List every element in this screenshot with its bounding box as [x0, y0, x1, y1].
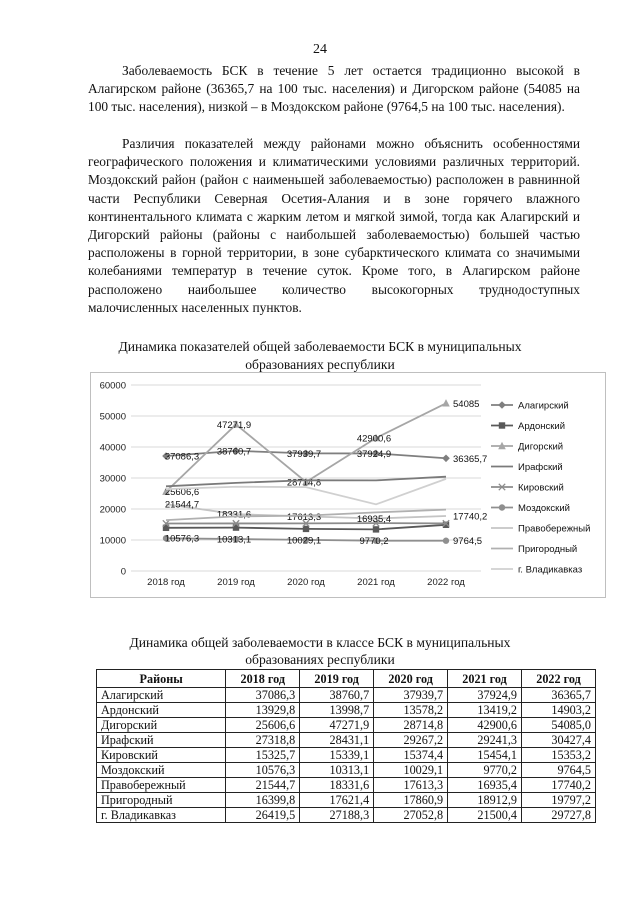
intro-paragraph	[88, 62, 580, 117]
table-row	[97, 793, 596, 808]
y-tick-label: 10000	[99, 535, 126, 547]
data-label: 21544,7	[164, 499, 200, 511]
data-point	[442, 454, 450, 462]
value-cell: 16935,4	[448, 778, 522, 793]
data-label: 28714,8	[286, 477, 322, 489]
value-cell: 10313,1	[300, 763, 374, 778]
legend-label: Правобережный	[518, 523, 591, 535]
data-label: 9764,5	[453, 536, 483, 548]
district-cell: Моздокский	[97, 763, 226, 778]
x-tick-label: 2020 год	[287, 577, 325, 588]
data-label: 16935,4	[356, 514, 392, 526]
value-cell: 37086,3	[226, 688, 300, 703]
line-chart	[90, 372, 606, 598]
table-row	[97, 733, 596, 748]
data-label: 17613,3	[286, 511, 322, 523]
x-tick-label: 2019 год	[217, 577, 255, 588]
legend-label: Ирафский	[518, 462, 563, 473]
value-cell: 15339,1	[300, 748, 374, 763]
x-tick-label: 2022 год	[427, 577, 465, 588]
header-year: 2018 год	[226, 670, 300, 688]
district-cell: Ирафский	[97, 733, 226, 748]
legend-label: г. Владикавказ	[518, 564, 583, 576]
data-label: 10576,3	[164, 533, 200, 545]
table-row	[97, 748, 596, 763]
value-cell: 28714,8	[374, 718, 448, 733]
legend-item	[491, 442, 563, 453]
series-7	[165, 500, 488, 525]
district-cell: Правобережный	[97, 778, 226, 793]
value-cell: 14903,2	[522, 703, 596, 718]
value-cell: 36365,7	[522, 688, 596, 703]
data-point	[498, 401, 506, 409]
data-label: 10029,1	[286, 535, 322, 547]
y-tick-label: 30000	[99, 473, 126, 485]
y-tick-label: 50000	[99, 411, 126, 423]
value-cell: 37939,7	[374, 688, 448, 703]
value-cell: 42900,6	[448, 718, 522, 733]
district-cell: Пригородный	[97, 793, 226, 808]
value-cell: 29241,3	[448, 733, 522, 748]
data-label: 9770,2	[359, 536, 389, 548]
page-number: 24	[313, 42, 327, 57]
value-cell: 13929,8	[226, 703, 300, 718]
chart-svg	[91, 373, 605, 597]
table-header-row	[97, 670, 596, 688]
legend	[491, 401, 590, 576]
data-label: 54085	[453, 398, 480, 410]
data-point	[499, 422, 505, 428]
chart-title-line-2: образованиях республики	[245, 357, 395, 372]
header-year: 2021 год	[448, 670, 522, 688]
morbidity-table	[96, 669, 596, 823]
value-cell: 47271,9	[300, 718, 374, 733]
value-cell: 19797,2	[522, 793, 596, 808]
data-label: 37086,3	[164, 451, 200, 463]
legend-item	[491, 524, 590, 535]
legend-label: Кировский	[518, 482, 564, 494]
data-label: 36365,7	[453, 453, 488, 465]
header-year: 2019 год	[300, 670, 374, 688]
data-label: 10313,1	[216, 534, 252, 546]
legend-item	[491, 462, 563, 473]
data-point	[303, 526, 309, 532]
table-row	[97, 718, 596, 733]
data-label: 38760,7	[216, 446, 252, 458]
header-district: Районы	[97, 670, 226, 688]
legend-item	[491, 544, 577, 555]
legend-item	[491, 503, 570, 514]
table-row	[97, 778, 596, 793]
district-cell: Дигорский	[97, 718, 226, 733]
value-cell: 26419,5	[226, 808, 300, 823]
y-tick-label: 60000	[99, 380, 126, 392]
chart-title-line-1: Динамика показателей общей заболеваемости БСК в муниципальных	[118, 339, 522, 354]
value-cell: 10576,3	[226, 763, 300, 778]
district-cell: Алагирский	[97, 688, 226, 703]
value-cell: 21544,7	[226, 778, 300, 793]
value-cell: 27188,3	[300, 808, 374, 823]
value-cell: 37924,9	[448, 688, 522, 703]
table-title-line-2: образованиях республики	[245, 652, 395, 667]
chart-title	[0, 338, 640, 374]
value-cell: 17740,2	[522, 778, 596, 793]
value-cell: 29727,8	[522, 808, 596, 823]
value-cell: 17621,4	[300, 793, 374, 808]
value-cell: 13578,2	[374, 703, 448, 718]
body-paragraph	[88, 135, 580, 317]
table-row	[97, 763, 596, 778]
legend-item	[491, 401, 569, 412]
paragraph-1: Заболеваемость БСК в течение 5 лет остается традиционно высокой в Алагирском районе (36365,7 на 100 тыс. населения) и Дигорском районе (54085 на 100 тыс. населения), низкой – в Моздокском районе (9764,5 на 100 тыс. населения).	[88, 63, 580, 115]
legend-item	[491, 565, 582, 576]
data-label: 25606,6	[164, 487, 200, 499]
data-point	[373, 526, 379, 532]
value-cell: 15374,4	[374, 748, 448, 763]
value-cell: 15353,2	[522, 748, 596, 763]
value-cell: 25606,6	[226, 718, 300, 733]
value-cell: 16399,8	[226, 793, 300, 808]
value-cell: 15325,7	[226, 748, 300, 763]
data-label: 42900,6	[356, 433, 392, 445]
value-cell: 21500,4	[448, 808, 522, 823]
legend-label: Алагирский	[518, 400, 569, 412]
legend-label: Дигорский	[518, 441, 564, 453]
data-point	[443, 538, 449, 544]
data-label: 37924,9	[356, 448, 392, 460]
value-cell: 27052,8	[374, 808, 448, 823]
value-cell: 28431,1	[300, 733, 374, 748]
value-cell: 9764,5	[522, 763, 596, 778]
header-year: 2020 год	[374, 670, 448, 688]
data-label: 47271,9	[216, 419, 252, 431]
value-cell: 15454,1	[448, 748, 522, 763]
table-title	[0, 634, 640, 668]
value-cell: 13998,7	[300, 703, 374, 718]
district-cell: Ардонский	[97, 703, 226, 718]
value-cell: 10029,1	[374, 763, 448, 778]
table-row	[97, 688, 596, 703]
header-year: 2022 год	[522, 670, 596, 688]
y-tick-label: 20000	[99, 504, 126, 516]
legend-label: Ардонский	[518, 421, 565, 432]
y-tick-label: 40000	[99, 442, 126, 454]
value-cell: 38760,7	[300, 688, 374, 703]
table-row	[97, 808, 596, 823]
district-cell: Кировский	[97, 748, 226, 763]
data-label: 18331,6	[216, 509, 252, 521]
y-tick-label: 0	[120, 566, 126, 578]
value-cell: 54085,0	[522, 718, 596, 733]
table-title-line-1: Динамика общей заболеваемости в классе БСК в муниципальных	[129, 635, 511, 650]
value-cell: 29267,2	[374, 733, 448, 748]
value-cell: 13419,2	[448, 703, 522, 718]
data-label: 17740,2	[453, 511, 488, 523]
value-cell: 17860,9	[374, 793, 448, 808]
legend-item	[491, 483, 564, 494]
value-cell: 30427,4	[522, 733, 596, 748]
district-cell: г. Владикавказ	[97, 808, 226, 823]
data-point	[442, 399, 450, 406]
table-row	[97, 703, 596, 718]
value-cell: 27318,8	[226, 733, 300, 748]
value-cell: 9770,2	[448, 763, 522, 778]
paragraph-2: Различия показателей между районами можно объяснить особенностями географического положения и климатическими условиями различных территорий. Моздокский район (район с наименьшей заболеваемостью) расположен в равнинной части Республики Северная Осетия-Алания и в зоне горячего влажного континентального климата с жарким летом и мягкой зимой, тогда как Алагирский и Дигорский районы (районы с наибольшей заболеваемостью) большей частью расположены в горной территории, в зоне субарктического климата со значимыми колебаниями температур в течение суток. Кроме того, в Алагирском районе расположено наибольшее количество высокогорных труднодоступных малочисленных населенных пунктов.	[88, 136, 580, 315]
x-tick-label: 2018 год	[147, 577, 185, 588]
data-label: 37939,7	[286, 448, 322, 460]
value-cell: 18912,9	[448, 793, 522, 808]
x-tick-label: 2021 год	[357, 577, 395, 588]
value-cell: 18331,6	[300, 778, 374, 793]
value-cell: 17613,3	[374, 778, 448, 793]
legend-label: Пригородный	[518, 544, 578, 555]
data-point	[499, 504, 505, 510]
legend-label: Моздокский	[518, 503, 570, 514]
legend-item	[491, 421, 565, 432]
